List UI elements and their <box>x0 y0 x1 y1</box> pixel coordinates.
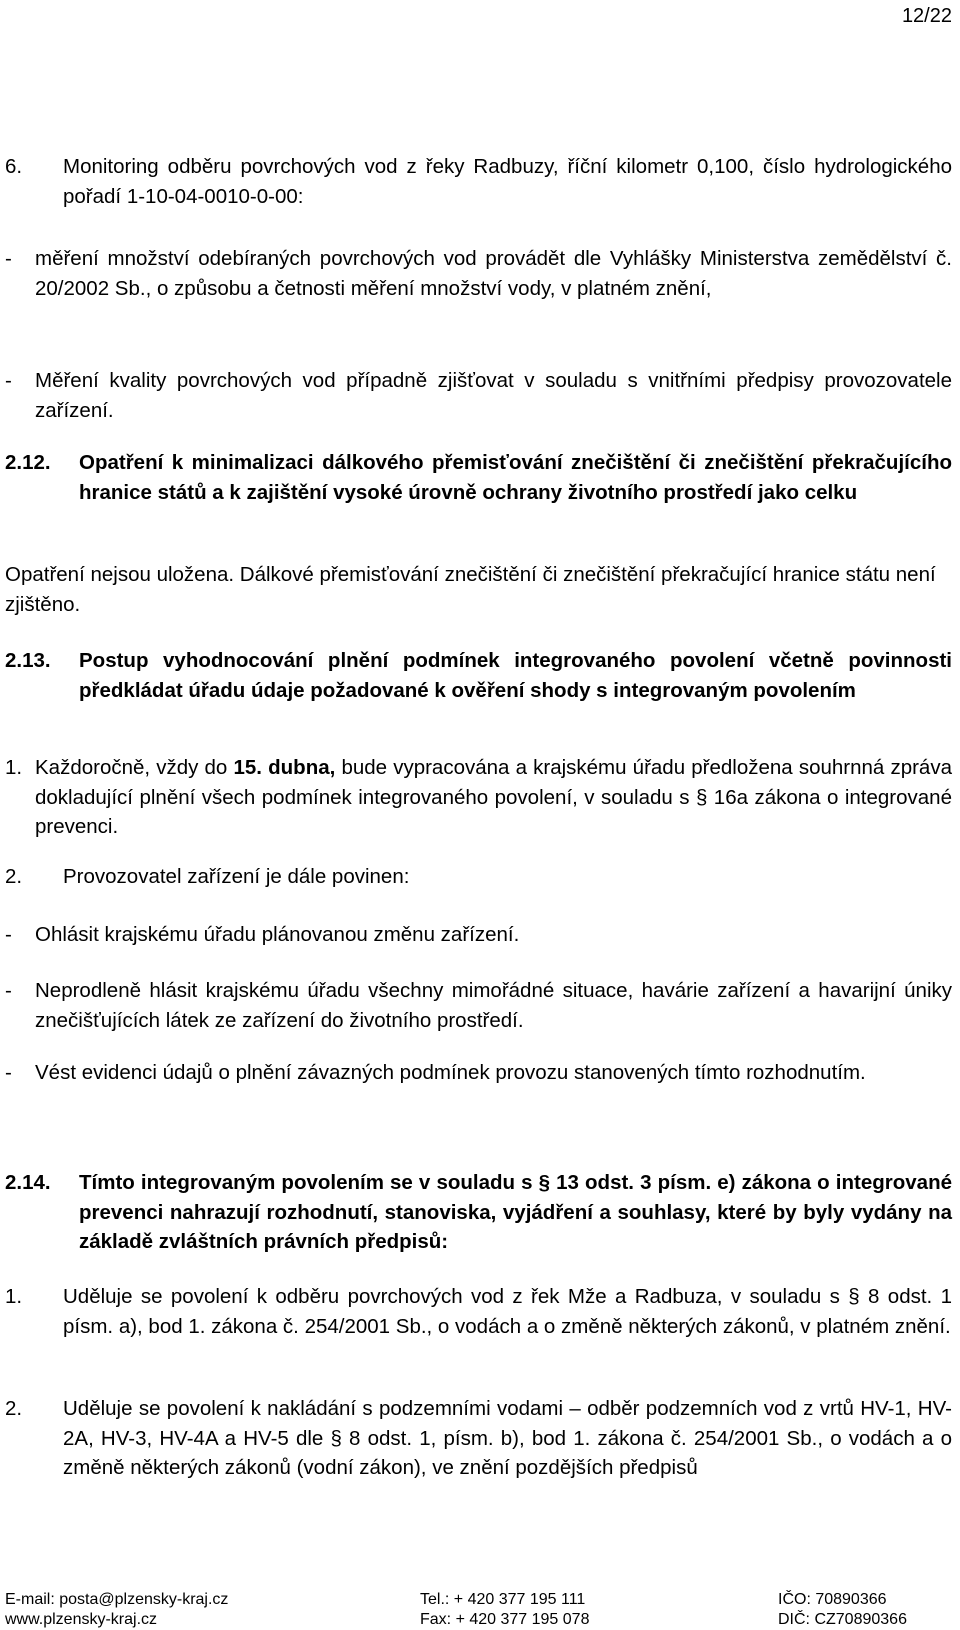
point-number: 1. <box>5 1285 23 1308</box>
bullet-dash: - <box>5 923 12 946</box>
point-text <box>35 753 952 842</box>
section-2-12-heading <box>0 448 960 507</box>
point-text: Uděluje se povolení k nakládání s podzemními vodami – odběr podzemních vod z vrtů HV-1, HV-2A, HV-3, HV-4A a HV-5 dle § 8 odst. 1, písm. b), bod 1. zákona č. 254/2001 Sb., o vodách a o změně některých zákonů (vodní zákon), ve znění pozdějších předpisů <box>63 1397 952 1479</box>
footer-contact <box>5 1590 228 1630</box>
bullet-6-1 <box>0 244 960 303</box>
section-2-13-bullet-2 <box>0 976 960 1035</box>
page-number: 12/22 <box>901 5 952 27</box>
section-heading: Opatření k minimalizaci dálkového přemisťování znečištění či znečištění překračujícího hranice států a k zajištění vysoké úrovně ochrany životního prostředí jako celku <box>79 451 952 504</box>
section-2-13-point-2 <box>0 862 960 892</box>
point-text-a: Každoročně, vždy do <box>35 756 234 779</box>
section-2-14-point-2 <box>0 1394 960 1483</box>
bullet-dash: - <box>5 1061 12 1084</box>
section-2-14-point-1 <box>0 1282 960 1341</box>
section-number: 2.12. <box>5 451 51 474</box>
item-6-number: 6. <box>5 155 23 178</box>
section-2-13-bullet-3 <box>0 1058 960 1088</box>
footer-tel: Tel.: + 420 377 195 111 <box>420 1591 586 1608</box>
footer-ico: IČO: 70890366 <box>778 1591 887 1608</box>
section-heading: Postup vyhodnocování plnění podmínek integrovaného povolení včetně povinnosti předkládat úřadu údaje požadované k ověření shody s integrovaným povolením <box>79 649 952 702</box>
section-2-13-bullet-1 <box>0 920 960 950</box>
footer-phone <box>420 1590 589 1630</box>
footer-dic: DIČ: CZ70890366 <box>778 1611 907 1628</box>
section-2-12-body: Opatření nejsou uložena. Dálkové přemisťování znečištění či znečištění překračující hranice státu není zjištěno. <box>5 563 936 616</box>
point-text: Provozovatel zařízení je dále povinen: <box>63 865 410 888</box>
point-number: 2. <box>5 865 23 888</box>
point-number: 1. <box>5 756 23 779</box>
bullet-dash: - <box>5 369 12 392</box>
section-2-13-point-1 <box>0 753 960 842</box>
footer-ids <box>778 1590 907 1630</box>
bullet-text: Ohlásit krajskému úřadu plánovanou změnu zařízení. <box>35 923 520 946</box>
point-text-c: bude vypracována a krajskému úřadu předložena souhrnná zpráva dokladující plnění všech podmínek integrovaného povolení, v souladu s § 16a zákona o integrované prevenci. <box>35 756 952 838</box>
item-6-text: Monitoring odběru povrchových vod z řeky Radbuzy, říční kilometr 0,100, číslo hydrologického pořadí 1-10-04-0010-0-00: <box>63 155 952 208</box>
page-footer <box>0 1590 960 1630</box>
item-6 <box>0 152 960 211</box>
bullet-dash: - <box>5 979 12 1002</box>
point-number: 2. <box>5 1397 23 1420</box>
footer-web: www.plzensky-kraj.cz <box>5 1611 158 1628</box>
bullet-text: Měření kvality povrchových vod případně zjišťovat v souladu s vnitřními předpisy provozovatele zařízení. <box>35 369 952 422</box>
bullet-dash: - <box>5 247 12 270</box>
bullet-6-2 <box>0 366 960 425</box>
deadline-date: 15. dubna, <box>233 756 336 779</box>
section-heading: Tímto integrovaným povolením se v souladu s § 13 odst. 3 písm. e) zákona o integrované prevenci nahrazují rozhodnutí, stanoviska, vyjádření a souhlasy, které by byly vydány na základě zvláštních právních předpisů: <box>79 1171 952 1253</box>
bullet-text: Vést evidenci údajů o plnění závazných podmínek provozu stanovených tímto rozhodnutím. <box>35 1061 866 1084</box>
section-number: 2.14. <box>5 1171 51 1194</box>
footer-email: E-mail: posta@plzensky-kraj.cz <box>5 1591 229 1608</box>
bullet-text: měření množství odebíraných povrchových vod provádět dle Vyhlášky Ministerstva zemědělství č. 20/2002 Sb., o způsobu a četnosti měření množství vody, v platném znění, <box>35 247 952 300</box>
point-text: Uděluje se povolení k odběru povrchových vod z řek Mže a Radbuza, v souladu s § 8 odst. 1 písm. a), bod 1. zákona č. 254/2001 Sb., o vodách a o změně některých zákonů, v platném znění. <box>63 1285 952 1338</box>
section-2-14-heading <box>0 1168 960 1257</box>
bullet-text: Neprodleně hlásit krajskému úřadu všechny mimořádné situace, havárie zařízení a havarijní úniky znečišťujících látek ze zařízení do životního prostředí. <box>35 979 952 1032</box>
section-2-13-heading <box>0 646 960 705</box>
section-number: 2.13. <box>5 649 51 672</box>
footer-fax: Fax: + 420 377 195 078 <box>420 1611 590 1628</box>
